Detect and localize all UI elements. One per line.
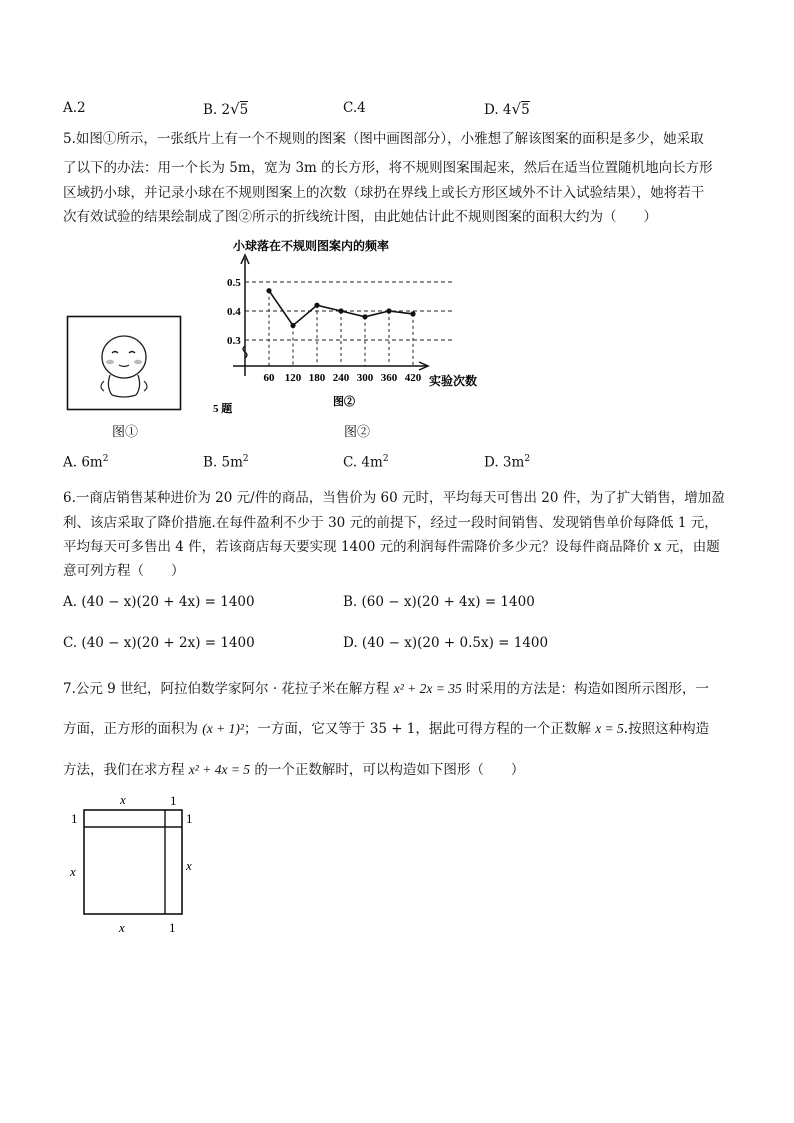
chart-data-point (338, 308, 343, 313)
label-bottom-1: 1 (169, 920, 176, 935)
q6-line-3: 平均每天可多售出 4 件，若该商店每天要实现 1400 元的利润每件需降价多少元？设每件商品降价 x 元，由题 (63, 539, 720, 555)
q5-line-2: 了以下的办法：用一个长为 5m，宽为 3m 的长方形，将不规则图案围起来，然后在适当位置随机地向长方形 (63, 160, 713, 176)
chart-title: 小球落在不规则图案内的频率 (233, 239, 390, 253)
chart-x-tick-label: 60 (263, 372, 275, 384)
q6-line-2: 利、该店采取了降价措施.在每件盈利不少于 30 元的前提下，经过一段时间销售、发现销售单价每降低 1 元， (63, 515, 718, 531)
q5-line-1: 5.如图①所示，一张纸片上有一个不规则的图案（图中画图部分），小雅想了解该图案的面积是多少，她采取 (63, 131, 704, 147)
q4-option-a: A.2 (63, 100, 86, 116)
chart-data-point (410, 311, 415, 316)
q5-line-3: 区域扔小球，并记录小球在不规则图案上的次数（球扔在界线上或长方形区域外不计入试验结果），她将若干 (63, 185, 705, 201)
chart-y-tick-label: 0.3 (227, 335, 241, 347)
q4-option-b (203, 100, 248, 118)
q6-option-a: A. (40 − x)(20 + 4x) = 1400 (63, 594, 255, 610)
outer-square (84, 810, 182, 914)
chart-y-tick-label: 0.5 (227, 277, 241, 289)
equation: x = 5 (595, 721, 624, 736)
q5-option-a: A. $6m^2$ (63, 454, 109, 471)
q5-option-b: B. $5m^2$ (203, 454, 249, 471)
chart-side-label: 5 题 (213, 403, 233, 415)
q6-option-b: B. (60 − x)(20 + 4x) = 1400 (343, 594, 535, 610)
chart-x-tick-label: 300 (356, 372, 374, 384)
q4-option-c: C.4 (343, 100, 366, 116)
chart-data-point (386, 308, 391, 313)
chart-data-point (314, 303, 319, 308)
chart-data-point (362, 314, 367, 319)
q4-option-b-radicand: 5 (239, 102, 249, 118)
q5-option-d: D. $3m^2$ (484, 454, 531, 471)
chart-inner-caption: 图② (333, 396, 355, 408)
label-right-x: x (186, 858, 192, 873)
q4-option-d-prefix: D. 4 (484, 102, 512, 118)
q7-line-3: 方法，我们在求方程 x² + 4x = 5 的一个正数解时，可以构造如下图形（ ） (63, 762, 525, 778)
q7-line-1: 7.公元 9 世纪，阿拉伯数学家阿尔 · 花拉子米在解方程 x² + 2x = 35 时采用的方法是：构造如图所示图形，一 (63, 681, 710, 697)
label-left-x: x (70, 864, 76, 879)
q5-line-4: 次有效试验的结果绘制成了图②所示的折线统计图，由此她估计此不规则图案的面积大约为（ ） (63, 209, 657, 225)
label-top-x: x (120, 792, 126, 807)
fig1-caption: 图① (112, 425, 139, 440)
equation: x² + 2x = 35 (393, 681, 462, 696)
q4-option-d-radicand: 5 (521, 102, 530, 118)
chart-series-line (269, 291, 413, 326)
chart-x-tick-label: 240 (332, 372, 350, 384)
q4-option-d (484, 100, 530, 118)
chart-data-point (266, 288, 271, 293)
chart-y-tick-label: 0.4 (227, 306, 241, 318)
figure-1 (66, 315, 182, 411)
label-right-1: 1 (186, 811, 193, 826)
q6-option-c: C. (40 − x)(20 + 2x) = 1400 (63, 635, 255, 651)
equation: x² + 4x = 5 (188, 762, 251, 777)
sqrt-sign: √ (511, 100, 522, 118)
q6-line-1: 6.一商店销售某种进价为 20 元/件的商品，当售价为 60 元时，平均每天可售出 20 件，为了扩大销售，增加盈 (63, 490, 725, 506)
chart-x-tick-label: 120 (284, 372, 302, 384)
chart-x-tick-label: 360 (380, 372, 398, 384)
chart-x-axis-label: 实验次数 (429, 374, 478, 388)
q5-option-c: C. $4m^2$ (343, 454, 389, 471)
equation: (x + 1)² (202, 721, 244, 736)
chart-data-point (290, 323, 295, 328)
q7-square-figure (60, 790, 210, 940)
frequency-line-chart (205, 238, 495, 418)
label-bottom-x: x (119, 920, 125, 935)
fig2-caption: 图② (344, 425, 371, 440)
chart-x-tick-label: 180 (308, 372, 326, 384)
chart-x-tick-label: 420 (404, 372, 422, 384)
q6-option-d: D. (40 − x)(20 + 0.5x) = 1400 (343, 635, 549, 651)
label-top-1: 1 (170, 793, 177, 808)
sqrt-sign: √ (230, 100, 240, 118)
q7-line-2: 方面，正方形的面积为 (x + 1)²；一方面，它又等于 35 + 1，据此可得方程的一个正数解 x = 5.按照这种构造 (63, 721, 710, 737)
label-left-1: 1 (71, 811, 78, 826)
chart-plot-area (227, 255, 455, 384)
q4-option-b-prefix: B. 2 (203, 102, 231, 118)
q6-line-4: 意可列方程（ ） (63, 563, 185, 579)
